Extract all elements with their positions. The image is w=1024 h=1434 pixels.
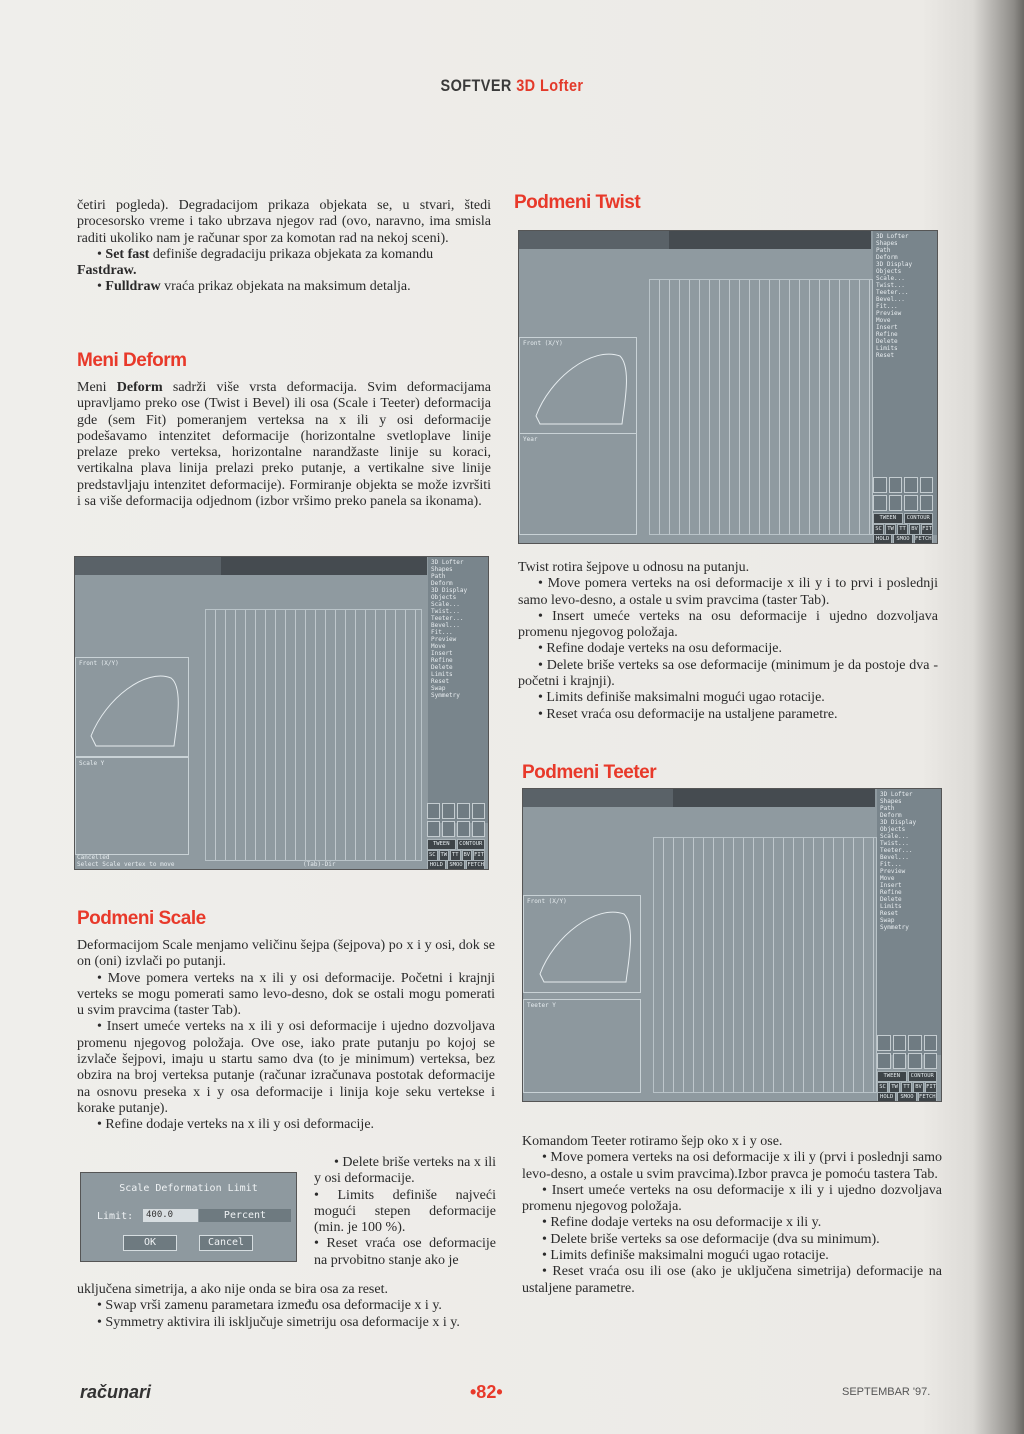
teeter-tween-buttons (877, 1071, 937, 1082)
menu-item[interactable]: Refine (880, 889, 902, 896)
menu-item[interactable]: Path (876, 247, 891, 254)
scale-reset: • Reset vraća ose deformacije na prvobitno stanje ako je (314, 1236, 496, 1268)
teeter-tween-button[interactable]: TWEEN (877, 1071, 907, 1082)
teeter-viewport-label: Teeter Y (527, 1002, 556, 1009)
twist-front-viewport (519, 337, 637, 435)
twist-hold-button[interactable]: HOLD (873, 534, 892, 544)
twist-heading: Podmeni Twist (514, 192, 641, 213)
twist-tt-button[interactable]: TT (897, 524, 908, 535)
teeter-hold-buttons (877, 1092, 937, 1102)
menu-item[interactable]: Bevel... (431, 622, 460, 629)
icon-insert[interactable] (442, 803, 455, 819)
twist-move: • Move pomera verteks na osi deformacije x ili y i to prvi i poslednji samo levo-desno, a ostale u svim pravcima (taster Tab). (518, 576, 938, 608)
menu-item[interactable]: Insert (431, 650, 453, 657)
teeter-hold-button[interactable]: HOLD (877, 1092, 896, 1102)
teeter-bv-button[interactable]: BV (913, 1082, 924, 1093)
scale-swap: • Swap vrši zamenu parametara između osa deformacije x i y. (97, 1298, 442, 1314)
menu-item[interactable]: Deform (431, 580, 453, 587)
setfast-tail (77, 263, 491, 279)
teeter-icon-panel (877, 1035, 937, 1069)
cancel-button[interactable]: Cancel (199, 1235, 253, 1251)
menu-item[interactable]: 3D Lofter (880, 791, 913, 798)
twist-tween-button[interactable]: TWEEN (873, 513, 903, 524)
teeter-move: • Move pomera verteks na osi deformacije x ili y (prvi i poslednji samo levo-desno, a ostale u svim pravcima).Izbor pravca je pomoću tastera Tab. (522, 1150, 942, 1182)
menu-item[interactable]: Swap (880, 917, 895, 924)
scale-reset-cont: uključena simetrija, a ako nije onda se bira osa za reset. (77, 1282, 388, 1297)
limit-label: Limit: (97, 1211, 134, 1222)
setfast-item: • Set fast definiše degradaciju prikaza objekata za komandu (97, 246, 434, 262)
menu-item[interactable]: Deform (880, 812, 902, 819)
teeter-icon-fit[interactable] (924, 1053, 938, 1069)
scale-text (77, 938, 495, 1134)
setfast-text: definiše degradaciju prikaza objekata za komandu (152, 246, 434, 262)
fulldraw-item: • Fulldraw vraća prikaz objekata na maksimum detalja. (97, 279, 411, 295)
twist-delete: • Delete briše verteks sa ose deformacije (minimum je da postoje dva - početni i krajnji). (518, 657, 938, 690)
twist-reset: • Reset vraća osu deformacije na ustaljene parametre. (538, 706, 838, 722)
teeter-smoo-button[interactable]: SMOO (897, 1092, 916, 1102)
left-column-top (77, 198, 491, 296)
menu-item[interactable]: Symmetry (431, 692, 460, 699)
twist-front-label: Front (X/Y) (523, 340, 563, 347)
scale-screenshot (74, 556, 489, 870)
menu-item[interactable]: Fit... (431, 629, 453, 636)
magazine-name: računari (80, 1382, 152, 1402)
twist-icon-insert[interactable] (889, 477, 903, 493)
bv-button[interactable]: BV (462, 850, 473, 861)
twist-text (518, 560, 938, 723)
twist-icon-panel (873, 477, 933, 511)
teeter-sc-button[interactable]: SC (877, 1082, 888, 1093)
menu-item[interactable]: 3D Lofter (431, 559, 464, 566)
fulldraw-text: vraća prikaz objekata na maksimum detalja. (164, 279, 411, 295)
menu-item[interactable]: Preview (880, 868, 906, 875)
menu-item[interactable]: Reset (880, 910, 899, 917)
teeter-insert: • Insert umeće verteks na osu deformacije x ili y i ujedno dozvoljava promenu njegovog položaja. (522, 1182, 942, 1215)
deform-term: Deform (116, 380, 163, 395)
icon-panel (427, 803, 485, 837)
deform-paragraph (77, 380, 491, 510)
twist-shape-curve (520, 338, 634, 432)
twist-grid (649, 279, 873, 535)
menu-item[interactable]: Delete (431, 664, 453, 671)
menu-item[interactable]: Bevel... (880, 854, 909, 861)
menu-item[interactable]: Preview (431, 636, 457, 643)
twist-titlebar-active (519, 231, 669, 249)
icon-pan[interactable] (442, 821, 455, 837)
fetch-button[interactable]: FETCH (466, 860, 485, 870)
teeter-tw-button[interactable]: TW (889, 1082, 900, 1093)
menu-item[interactable]: 3D Display (876, 261, 913, 268)
teeter-delete: • Delete briše verteks sa ose deformacije (dva su minimum). (542, 1231, 880, 1247)
scale-move: • Move pomera verteks na x ili y osi deformacije. Početni i krajnji verteks se mogu pomerati samo levo-desno, dok se ostali mogu pomerati u svim pravcima (taster Tab). (77, 970, 495, 1019)
teeter-icon-move[interactable] (877, 1035, 891, 1051)
menu-item[interactable]: Objects (876, 268, 902, 275)
deform-p1: Meni (77, 380, 107, 395)
icon-rotate[interactable] (457, 821, 470, 837)
menu-item[interactable]: Bevel... (876, 296, 905, 303)
menu-item[interactable]: Delete (876, 338, 898, 345)
menu-item[interactable]: Insert (880, 882, 902, 889)
intro-paragraph: četiri pogleda). Degradacijom prikaza objekata se, u stvari, štedi procesorsko vreme i tako ubrzava njegov rad (ovo, naravno, ima smisla raditi ukoliko nam je računar spor za komotan rad na nekoj sceni). (77, 198, 491, 246)
twist-screenshot (518, 230, 938, 544)
menu-item[interactable]: Shapes (880, 798, 902, 805)
teeter-heading: Podmeni Teeter (522, 762, 657, 783)
menu-item[interactable]: Limits (880, 903, 902, 910)
menu-item[interactable]: Deform (876, 254, 898, 261)
menu-item[interactable]: 3D Display (880, 819, 917, 826)
menu-item[interactable]: Refine (431, 657, 453, 664)
menu-item[interactable]: Refine (876, 331, 898, 338)
twist-fit-button[interactable]: FIT (921, 524, 933, 535)
scale-heading: Podmeni Scale (77, 908, 206, 929)
menu-item[interactable]: 3D Lofter (876, 233, 909, 240)
setfast-term: Set fast (105, 246, 150, 262)
deform-text (77, 380, 491, 510)
scale-insert: • Insert umeće verteks na x ili y osi deformacije i ujedno dozvoljava promenu njegovog položaja. Ove ose, iako prate putanju po kojoj se izvlače šejpovi, imaju u startu samo dva (to je minimum) verteksa, bez obzira na broj verteksa putanje (računar izračunava postotak deformacije na osnovu preseka x i y osa deformacije i linija koje seku vertekse i korake putanje). (77, 1019, 495, 1116)
twist-intro: Twist rotira šejpove u odnosu na putanju. (518, 560, 750, 575)
ok-button[interactable]: OK (123, 1235, 177, 1251)
scale-limit-dialog (80, 1172, 297, 1262)
twist-icon-fit[interactable] (920, 495, 934, 511)
twist-refine: • Refine dodaje verteks na osu deformacije. (538, 641, 782, 657)
teeter-intro: Komandom Teeter rotiramo šejp oko x i y ose. (522, 1134, 783, 1149)
twist-smoo-button[interactable]: SMOO (893, 534, 912, 544)
twist-viewport (519, 433, 637, 535)
page-header (77, 76, 947, 96)
icon-zoom[interactable] (427, 821, 440, 837)
teeter-titlebar-active (523, 789, 673, 807)
menu-item[interactable]: Insert (876, 324, 898, 331)
scale-limits: • Limits definiše najveći mogući stepen deformacije (min. je 100 %). (314, 1187, 496, 1236)
menu-item[interactable]: Shapes (876, 240, 898, 247)
scale-text-right (314, 1155, 496, 1269)
status-line-2: Select Scale vertex to move (77, 861, 175, 868)
teeter-screenshot (522, 788, 942, 1102)
teeter-reset: • Reset vraća osu ili ose (ako je uključena simetrija) deformacije na ustaljene parametre. (522, 1264, 942, 1296)
menu-item[interactable]: Teeter... (876, 289, 909, 296)
teeter-icon-insert[interactable] (893, 1035, 907, 1051)
tween-button[interactable]: TWEEN (427, 839, 456, 850)
teeter-icon-refine[interactable] (908, 1035, 922, 1051)
teeter-grid (653, 837, 877, 1093)
teeter-viewport (523, 999, 641, 1093)
twist-bv-button[interactable]: BV (909, 524, 920, 535)
menu-item[interactable]: Twist... (876, 282, 905, 289)
twist-viewport-label: Year (523, 436, 538, 443)
menu-item[interactable]: Delete (880, 896, 902, 903)
menu-item[interactable]: Limits (431, 671, 453, 678)
scale-viewport-label: Scale Y (79, 760, 105, 767)
menu-item[interactable]: Objects (431, 594, 457, 601)
deform-menu (428, 557, 488, 823)
limit-input[interactable]: 400.0 (143, 1209, 198, 1222)
front-viewport-label: Front (X/Y) (79, 660, 119, 667)
fit-button[interactable]: FIT (473, 850, 485, 861)
deform-grid (205, 609, 422, 861)
twist-tw-button[interactable]: TW (885, 524, 896, 535)
scale-text-bottom (77, 1282, 495, 1331)
teeter-limits: • Limits definiše maksimalni mogući ugao rotacije. (542, 1248, 829, 1264)
scale-intro: Deformacijom Scale menjamo veličinu šejpa (šejpova) po x i y osi, dok se on (oni) izvlači po putanji. (77, 938, 495, 970)
smoo-button[interactable]: SMOO (447, 860, 466, 870)
menu-item[interactable]: Move (880, 875, 895, 882)
teeter-icon-rotate[interactable] (908, 1053, 922, 1069)
menu-item[interactable]: Move (876, 317, 891, 324)
twist-icon-move[interactable] (873, 477, 887, 493)
menu-item[interactable]: Scale... (431, 601, 460, 608)
header-section: SOFTVER (440, 76, 512, 95)
deform-p2: sadrži više vrsta deformacija. Svim deformacijama upravljamo preko ose (Twist i Bevel) ili osa (Scale i Teeter) deformacija gde (sem Fit) pomeranjem verteksa na x ili y osi deformacije podešavamo intenzitet deformacije (horizontalne svetloplave linije prelaze preko verteksa, horizontalne narandžaste linije su koraci, vertikalna plava linija prelazi preko putanje, a vertikalne sive linije predstavljaju intenzitet deformacije). Formiranje objekta se može izvršiti i sa više deformacija odjednom (izbor vršimo preko panela sa ikonama). (77, 380, 492, 510)
twist-tween-buttons (873, 513, 933, 524)
tw-button[interactable]: TW (439, 850, 450, 861)
hold-buttons (427, 860, 485, 870)
teeter-text (522, 1134, 942, 1297)
issue-date: SEPTEMBAR '97. (842, 1386, 931, 1398)
menu-item[interactable]: Reset (876, 352, 895, 359)
scale-refine: • Refine dodaje verteks na x ili y osi deformacije. (97, 1117, 375, 1133)
sc-button[interactable]: SC (427, 850, 438, 861)
twist-insert: • Insert umeće verteks na osu deformacije i ujedno dozvoljava promenu njegovog položaja. (518, 608, 938, 641)
icon-delete[interactable] (472, 803, 485, 819)
twist-icon-refine[interactable] (904, 477, 918, 493)
page-number: •82• (470, 1382, 503, 1402)
teeter-tt-button[interactable]: TT (901, 1082, 912, 1093)
icon-move[interactable] (427, 803, 440, 819)
teeter-front-viewport (523, 895, 641, 993)
menu-item[interactable]: Fit... (880, 861, 902, 868)
hold-button[interactable]: HOLD (427, 860, 446, 870)
teeter-fetch-button[interactable]: FETCH (918, 1092, 937, 1102)
teeter-fit-button[interactable]: FIT (925, 1082, 937, 1093)
screen-titlebar-active (75, 557, 221, 575)
teeter-icon-zoom[interactable] (877, 1053, 891, 1069)
twist-fetch-button[interactable]: FETCH (914, 534, 933, 544)
menu-item[interactable]: Path (880, 805, 895, 812)
dialog-title: Scale Deformation Limit (119, 1183, 258, 1194)
menu-item[interactable]: Move (431, 643, 446, 650)
menu-item[interactable]: Twist... (431, 608, 460, 615)
menu-item[interactable]: Teeter... (431, 615, 464, 622)
icon-refine[interactable] (457, 803, 470, 819)
setfast-tail-term: Fastdraw. (77, 263, 137, 279)
menu-item[interactable]: Shapes (431, 566, 453, 573)
menu-item[interactable]: 3D Display (431, 587, 468, 594)
twist-sc-button[interactable]: SC (873, 524, 884, 535)
deform-heading: Meni Deform (77, 350, 187, 371)
menu-item[interactable]: Limits (876, 345, 898, 352)
status-line-1: Cancelled (77, 854, 110, 861)
twist-limits: • Limits definiše maksimalni mogući ugao rotacije. (538, 690, 825, 706)
menu-item[interactable]: Reset (431, 678, 450, 685)
teeter-front-label: Front (X/Y) (527, 898, 567, 905)
status-line-3: (Tab)-Dir (303, 861, 336, 868)
menu-item[interactable]: Scale... (876, 275, 905, 282)
fulldraw-term: Fulldraw (105, 279, 161, 295)
tt-button[interactable]: TT (450, 850, 461, 861)
teeter-icon-delete[interactable] (924, 1035, 938, 1051)
menu-item[interactable]: Teeter... (880, 847, 913, 854)
menu-item[interactable]: Symmetry (880, 924, 909, 931)
menu-item[interactable]: Preview (876, 310, 902, 317)
menu-item[interactable]: Fit... (876, 303, 898, 310)
menu-item[interactable]: Objects (880, 826, 906, 833)
twist-icon-rotate[interactable] (904, 495, 918, 511)
tween-buttons (427, 839, 485, 850)
scale-symmetry: • Symmetry aktivira ili isključuje simetriju osa deformacije x i y. (97, 1314, 460, 1330)
menu-item[interactable]: Twist... (880, 840, 909, 847)
menu-item[interactable]: Swap (431, 685, 446, 692)
header-title: 3D Lofter (516, 76, 584, 95)
contour-button[interactable]: CONTOUR (457, 839, 486, 850)
teeter-refine: • Refine dodaje verteks na osu deformacije x ili y. (542, 1215, 822, 1231)
twist-contour-button[interactable]: CONTOUR (904, 513, 934, 524)
twist-icon-pan[interactable] (889, 495, 903, 511)
teeter-shape-curve (524, 896, 638, 990)
menu-item[interactable]: Path (431, 573, 446, 580)
icon-fit[interactable] (472, 821, 485, 837)
teeter-menu (877, 789, 941, 1055)
teeter-icon-pan[interactable] (893, 1053, 907, 1069)
teeter-contour-button[interactable]: CONTOUR (908, 1071, 938, 1082)
scale-delete: • Delete briše verteks na x ili y osi deformacije. (314, 1155, 496, 1187)
percent-label: Percent (199, 1209, 291, 1222)
front-viewport (75, 657, 189, 757)
shape-curve (76, 658, 186, 754)
twist-hold-buttons (873, 534, 933, 544)
twist-icon-zoom[interactable] (873, 495, 887, 511)
twist-icon-delete[interactable] (920, 477, 934, 493)
scale-viewport (75, 757, 189, 855)
menu-item[interactable]: Scale... (880, 833, 909, 840)
